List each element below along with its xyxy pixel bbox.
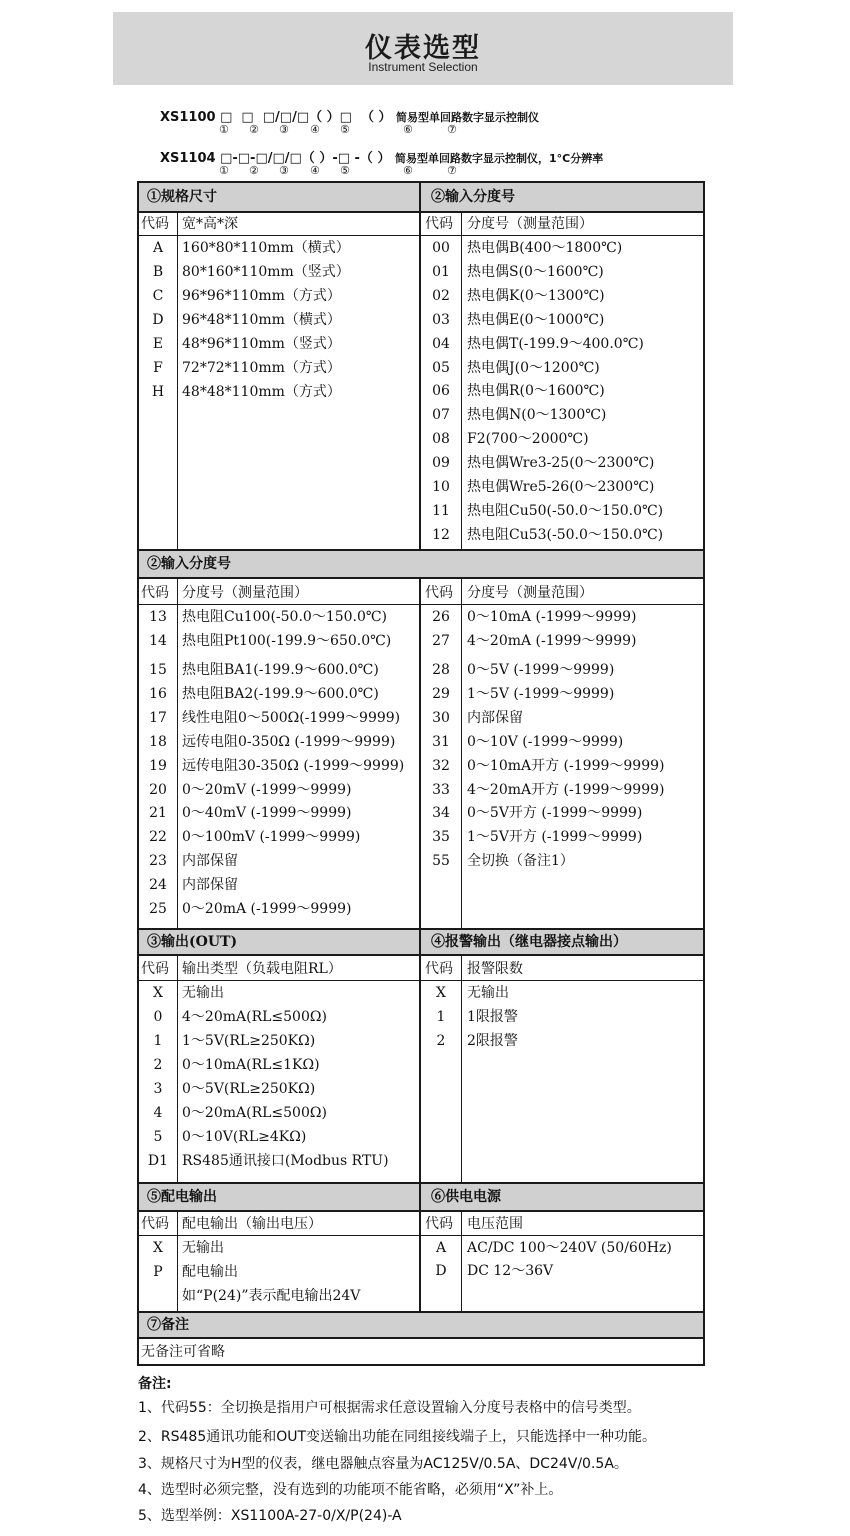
row-code: 02: [432, 287, 450, 304]
circled-number: ⑤: [340, 164, 350, 177]
code-divider: [461, 577, 462, 928]
row-desc: 80*160*110mm（竖式）: [182, 264, 350, 280]
row-code: 32: [432, 757, 450, 774]
row-desc: 72*72*110mm（方式）: [182, 360, 341, 376]
row-desc: 4～20mA (-1999～9999): [467, 633, 637, 649]
row-desc: 热电阻BA1(-199.9～600.0℃): [182, 662, 379, 678]
notes-title: 备注:: [138, 1376, 172, 1392]
row-code: 23: [149, 853, 167, 870]
row-code: 14: [149, 633, 167, 649]
section-title-input-2: ②输入分度号: [147, 556, 231, 572]
circled-number: ③: [279, 164, 289, 177]
row-code: 21: [149, 805, 167, 822]
row-desc: 1～5V (-1999～9999): [467, 685, 615, 702]
selection-table: [137, 181, 705, 1366]
column-divider: [419, 577, 421, 928]
row-desc: 如“P(24)”表示配电输出24V: [182, 1288, 361, 1304]
col-header-code: 代码: [425, 961, 453, 977]
row-code: 13: [149, 609, 167, 625]
model-desc: 简易型单回路数字显示控制仪: [396, 111, 540, 124]
col-header-range: 分度号（测量范围）: [182, 585, 308, 601]
row-code: H: [151, 384, 165, 400]
row-code: 30: [432, 709, 450, 726]
row-desc: 1限报警: [467, 1009, 518, 1025]
divider: [139, 980, 703, 981]
code-divider: [177, 1210, 178, 1311]
row-desc: 1～5V开方 (-1999～9999): [467, 829, 643, 846]
row-desc: 无输出: [182, 1240, 224, 1256]
row-desc: 内部保留: [182, 877, 238, 894]
row-code: 04: [432, 335, 450, 352]
row-code: 18: [149, 733, 167, 750]
divider: [139, 1210, 703, 1212]
note-item: 1、代码55：全切换是指用户可根据需求任意设置输入分度号表格中的信号类型。: [138, 1400, 641, 1416]
row-desc: 热电偶E(0～1000℃): [467, 311, 605, 328]
section-title-alarm: ④报警输出（继电器接点输出）: [431, 934, 627, 950]
row-code: 09: [432, 455, 450, 472]
section-title-remark: ⑦备注: [147, 1317, 189, 1333]
row-code: 1: [153, 1033, 163, 1049]
row-code: X: [153, 1240, 163, 1256]
row-code: 0: [153, 1009, 163, 1025]
circled-number: ②: [249, 164, 259, 177]
section-header-bg: [139, 1184, 703, 1210]
row-desc: 线性电阻0～500Ω(-1999～9999): [182, 709, 401, 726]
col-header-range: 分度号（测量范围）: [467, 585, 593, 601]
row-code: 33: [432, 781, 450, 798]
row-code: C: [152, 288, 164, 304]
row-code: 06: [432, 383, 450, 400]
divider: [139, 1337, 703, 1339]
note-item: 2、RS485通讯功能和OUT变送输出功能在同组接线端子上，只能选择中一种功能。: [138, 1429, 657, 1445]
col-header-range: 分度号（测量范围）: [467, 216, 593, 232]
circled-number: ⑥: [403, 123, 413, 136]
row-desc: 0～5V(RL≥250KΩ): [182, 1081, 316, 1097]
row-code: 19: [149, 757, 167, 774]
row-desc: DC 12～36V: [467, 1263, 554, 1279]
divider: [139, 577, 703, 579]
row-desc: 内部保留: [467, 709, 523, 726]
row-desc: 远传电阻30-350Ω (-1999～9999): [182, 757, 405, 774]
row-desc: 热电偶S(0～1600℃): [467, 263, 604, 280]
note-item: 5、选型举例：XS1100A-27-0/X/P(24)-A: [138, 1508, 402, 1524]
col-header-code: 代码: [425, 1216, 453, 1232]
row-code: X: [153, 985, 163, 1001]
row-code: 29: [432, 685, 450, 702]
code-divider: [177, 577, 178, 928]
row-desc: 0～10V (-1999～9999): [467, 733, 624, 750]
row-desc: 无输出: [467, 985, 509, 1001]
circled-number: ②: [249, 123, 259, 136]
row-code: 12: [432, 526, 450, 543]
circled-number: ⑤: [340, 123, 350, 136]
row-code: 05: [432, 359, 450, 376]
row-code: 34: [432, 805, 450, 822]
model-desc: 简易型单回路数字显示控制仪，1°C分辨率: [394, 152, 604, 165]
code-divider: [461, 211, 462, 549]
row-code: A: [152, 240, 164, 256]
row-desc: AC/DC 100～240V (50/60Hz): [467, 1240, 672, 1256]
section-title-size: ①规格尺寸: [147, 189, 217, 205]
section-title-supply: ⑥供电电源: [431, 1189, 501, 1205]
note-item: 4、选型时必须完整，没有选到的功能项不能省略，必须用“X”补上。: [138, 1482, 563, 1498]
row-code: 20: [149, 781, 167, 798]
row-code: E: [152, 336, 164, 352]
row-desc: 无输出: [182, 985, 224, 1001]
note-item: 3、规格尺寸为H型的仪表，继电器触点容量为AC125V/0.5A、DC24V/0.5A。: [138, 1456, 628, 1472]
divider: [139, 211, 703, 213]
position-numbers-1: [0, 123, 850, 137]
row-code: 15: [149, 662, 167, 678]
row-code: 35: [432, 829, 450, 846]
row-code: 16: [149, 685, 167, 702]
col-header-code: 代码: [425, 585, 453, 601]
row-desc: 内部保留: [182, 853, 238, 870]
row-desc: 96*96*110mm（方式）: [182, 288, 341, 304]
column-divider: [419, 183, 421, 549]
code-divider: [461, 954, 462, 1182]
section-title-output: ③输出(OUT): [147, 934, 238, 950]
row-desc: 热电偶Wre3-25(0～2300℃): [467, 455, 655, 472]
row-desc: 0～5V开方 (-1999～9999): [467, 805, 643, 822]
circled-number: ①: [219, 123, 229, 136]
row-desc: 热电阻Cu50(-50.0～150.0℃): [467, 502, 664, 519]
position-numbers-2: [0, 164, 850, 178]
row-code: 03: [432, 311, 450, 328]
section-title-input: ②输入分度号: [431, 189, 515, 205]
page-subtitle: Instrument Selection: [368, 60, 478, 74]
row-code: 31: [432, 733, 450, 750]
row-code: 00: [432, 240, 450, 256]
row-desc: 0～20mA(RL≤500Ω): [182, 1105, 327, 1121]
remark-text: 无备注可省略: [141, 1344, 225, 1360]
circled-number: ④: [310, 123, 320, 136]
col-header-power-out: 配电输出（输出电压）: [182, 1216, 322, 1232]
model-code: XS1104 □-□-□/□/□（ ）-□ -（ ）: [160, 151, 391, 166]
column-divider: [419, 930, 421, 1182]
row-desc: 热电阻Cu100(-50.0～150.0℃): [182, 609, 388, 625]
row-code: F: [153, 360, 163, 376]
row-desc: 远传电阻0-350Ω (-1999～9999): [182, 733, 396, 750]
row-code: 5: [153, 1129, 163, 1145]
circled-number: ④: [310, 164, 320, 177]
row-code: D1: [147, 1153, 169, 1169]
row-desc: 热电阻Cu53(-50.0～150.0℃): [467, 526, 664, 543]
row-code: 22: [149, 829, 167, 846]
model-code: XS1100 □ □ □/□/□（ ）□ （ ）: [160, 110, 392, 125]
col-header-code: 代码: [141, 1216, 169, 1232]
col-header-output-type: 输出类型（负载电阻RL）: [182, 961, 342, 977]
row-code: 01: [432, 263, 450, 280]
title-banner: [113, 12, 733, 85]
row-code: P: [153, 1264, 163, 1280]
row-code: 07: [432, 407, 450, 424]
row-code: 1: [436, 1009, 446, 1025]
circled-number: ①: [219, 164, 229, 177]
row-desc: 热电偶K(0～1300℃): [467, 287, 605, 304]
row-desc: F2(700～2000℃): [467, 431, 589, 448]
row-desc: 热电偶R(0～1600℃): [467, 383, 605, 400]
col-header-voltage: 电压范围: [467, 1216, 523, 1232]
row-desc: 全切换（备注1）: [467, 853, 574, 870]
row-desc: 2限报警: [467, 1033, 518, 1049]
row-code: 2: [153, 1057, 163, 1073]
divider: [139, 604, 703, 605]
row-code: 55: [432, 853, 450, 870]
row-desc: 热电阻Pt100(-199.9～650.0℃): [182, 633, 392, 649]
divider: [139, 235, 703, 236]
row-desc: 0～40mV (-1999～9999): [182, 805, 352, 822]
row-desc: 0～10mA (-1999～9999): [467, 609, 637, 625]
divider: [139, 954, 703, 956]
row-desc: 热电偶B(400～1800℃): [467, 240, 623, 256]
row-code: 26: [432, 609, 450, 625]
row-code: 17: [149, 709, 167, 726]
row-code: 25: [149, 901, 167, 917]
row-desc: 96*48*110mm（横式）: [182, 312, 341, 328]
code-divider: [177, 954, 178, 1182]
code-divider: [177, 211, 178, 549]
circled-number: ⑥: [403, 164, 413, 177]
divider: [139, 1235, 703, 1236]
circled-number: ⑦: [447, 164, 457, 177]
row-code: 4: [153, 1105, 163, 1121]
row-desc: 160*80*110mm（横式）: [182, 240, 350, 256]
row-desc: 0～5V (-1999～9999): [467, 662, 615, 678]
row-code: D: [152, 312, 164, 328]
row-desc: 热电偶Wre5-26(0～2300℃): [467, 479, 655, 495]
row-code: B: [152, 264, 164, 280]
row-code: 11: [432, 502, 450, 519]
row-desc: 1～5V(RL≥250KΩ): [182, 1033, 316, 1049]
row-code: D: [435, 1263, 447, 1279]
row-desc: 配电输出: [182, 1264, 238, 1280]
row-code: 24: [149, 877, 167, 894]
row-code: 10: [432, 479, 450, 495]
row-desc: 0～100mV (-1999～9999): [182, 829, 361, 846]
code-divider: [461, 1210, 462, 1311]
row-code: 27: [432, 633, 450, 649]
row-desc: 0～20mA (-1999～9999): [182, 901, 352, 917]
row-desc: 4～20mA(RL≤500Ω): [182, 1009, 327, 1025]
circled-number: ③: [279, 123, 289, 136]
column-divider: [419, 1184, 421, 1311]
col-header-code: 代码: [425, 216, 453, 232]
row-desc: RS485通讯接口(Modbus RTU): [182, 1153, 389, 1169]
row-desc: 热电阻BA2(-199.9～600.0℃): [182, 685, 379, 702]
row-code: 2: [436, 1033, 446, 1049]
row-desc: 热电偶T(-199.9～400.0℃): [467, 335, 644, 352]
row-desc: 0～10mA(RL≤1KΩ): [182, 1057, 320, 1073]
row-desc: 热电偶J(0～1200℃): [467, 359, 600, 376]
row-code: 28: [432, 662, 450, 678]
row-desc: 0～20mV (-1999～9999): [182, 781, 352, 798]
section-header-bg: [139, 1313, 703, 1337]
row-desc: 0～10V(RL≥4KΩ): [182, 1129, 307, 1145]
page-title: 仪表选型: [365, 33, 481, 64]
row-code: 3: [153, 1081, 163, 1097]
section-title-power-out: ⑤配电输出: [147, 1189, 217, 1205]
circled-number: ⑦: [447, 123, 457, 136]
col-header-alarm: 报警限数: [467, 961, 523, 977]
col-header-code: 代码: [141, 585, 169, 601]
col-header-code: 代码: [141, 961, 169, 977]
row-code: A: [435, 1240, 447, 1256]
row-code: 08: [432, 431, 450, 448]
row-desc: 4～20mA开方 (-1999～9999): [467, 781, 665, 798]
col-header-code: 代码: [141, 216, 169, 232]
row-desc: 热电偶N(0～1300℃): [467, 407, 607, 424]
col-header-size: 宽*高*深: [182, 216, 238, 232]
row-desc: 0～10mA开方 (-1999～9999): [467, 757, 665, 774]
row-desc: 48*96*110mm（竖式）: [182, 336, 341, 352]
row-desc: 48*48*110mm（方式）: [182, 384, 341, 400]
section-header-bg: [139, 183, 703, 211]
row-code: X: [436, 985, 446, 1001]
